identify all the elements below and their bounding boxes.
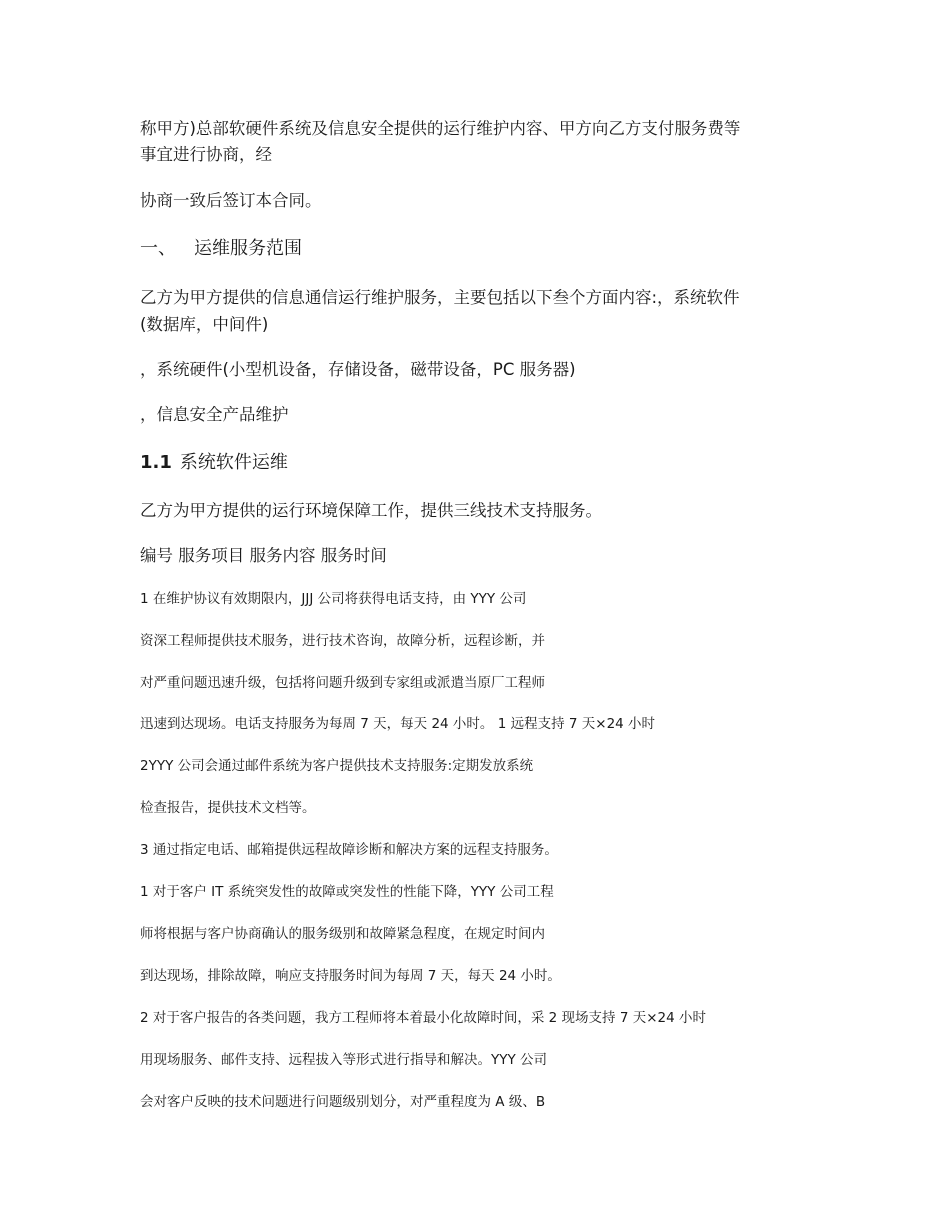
table-row: 到达现场，排除故障，响应支持服务时间为每周 7 天，每天 24 小时。 [140,968,561,984]
table-row: 3 通过指定电话、邮箱提供远程故障诊断和解决方案的远程支持服务。 [140,842,558,858]
table-row: 对严重问题迅速升级，包括将问题升级到专家组或派遣当原厂工程师 [140,675,545,691]
scope-line-1: 乙方为甲方提供的信息通信运行维护服务，主要包括以下叁个方面内容:，系统软件 [140,288,740,307]
intro-line-1: 称甲方)总部软硬件系统及信息安全提供的运行维护内容、甲方向乙方支付服务费等 [140,119,741,138]
table-row: 检查报告，提供技术文档等。 [140,800,316,816]
section-title: 系统软件运维 [179,452,288,473]
scope-line-3: ，系统硬件(小型机设备，存储设备，磁带设备，PC 服务器) [140,360,576,379]
s11-intro: 乙方为甲方提供的运行环境保障工作，提供三线技术支持服务。 [140,501,602,520]
section-title: 运维服务范围 [194,238,302,259]
scope-line-4: ，信息安全产品维护 [140,405,289,424]
section-heading-scope [140,240,830,258]
intro-line-2: 事宜进行协商，经 [140,145,272,164]
table-row: 2 对于客户报告的各类问题，我方工程师将本着最小化故障时间，采 2 现场支持 7 天×24 小时 [140,1010,707,1026]
section-number: 1.1 [140,452,172,473]
table-header: 编号 服务项目 服务内容 服务时间 [140,546,387,565]
intro-line-3: 协商一致后签订本合同。 [140,191,322,210]
section-number: 一、 [140,238,176,259]
table-row: 1 对于客户 IT 系统突发性的故障或突发性的性能下降，YYY 公司工程 [140,884,554,900]
table-row: 用现场服务、邮件支持、远程拔入等形式进行指导和解决。YYY 公司 [140,1052,548,1068]
table-row: 资深工程师提供技术服务，进行技术咨询，故障分析，远程诊断，并 [140,633,545,649]
section-heading-1-1 [140,454,830,472]
table-row: 2YYY 公司会通过邮件系统为客户提供技术支持服务:定期发放系统 [140,758,534,774]
table-row: 迅速到达现场。电话支持服务为每周 7 天，每天 24 小时。 1 远程支持 7 天×24 小时 [140,716,656,732]
table-row: 会对客户反映的技术问题进行问题级别划分，对严重程度为 A 级、B [140,1094,546,1110]
scope-line-2: (数据库，中间件) [140,315,269,334]
table-row: 1 在维护协议有效期限内，JJJ 公司将获得电话支持，由 YYY 公司 [140,591,527,607]
table-row: 师将根据与客户协商确认的服务级别和故障紧急程度，在规定时间内 [140,926,545,942]
